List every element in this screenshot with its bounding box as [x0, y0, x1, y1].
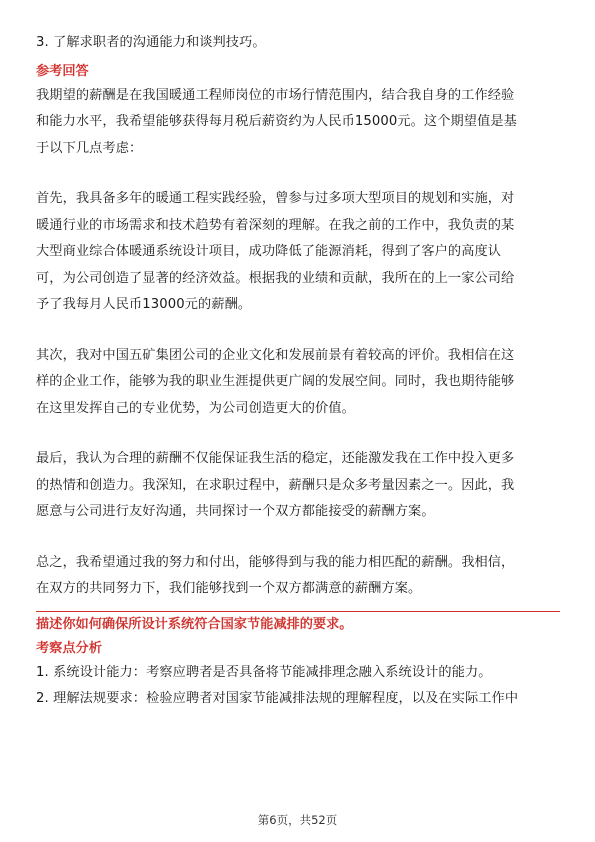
paragraph-line: 首先，我具备多年的暖通工程实践经验，曾参与过多项大型项目的规划和实施，对: [36, 191, 515, 206]
answer-paragraph-4: [36, 446, 560, 526]
paragraph-gap: [36, 162, 560, 186]
paragraph-line: 可，为公司创造了显著的经济效益。根据我的业绩和贡献，我所在的上一家公司给: [36, 270, 515, 286]
paragraph-gap: [36, 526, 560, 550]
answer-paragraph-3: [36, 343, 560, 423]
answer-paragraph-1: [36, 83, 560, 163]
analysis-item: 2. 理解法规要求：检验应聘者对国家节能减排法规的理解程度，以及在实际工作中: [36, 691, 519, 706]
paragraph-gap: [36, 319, 560, 343]
paragraph-line: 在这里发挥自己的专业优势，为公司创造更大的价值。: [36, 400, 355, 416]
paragraph-line: 我期望的薪酬是在我国暖通工程师岗位的市场行情范围内，结合我自身的工作经验: [36, 87, 515, 103]
paragraph-line: 总之，我希望通过我的努力和付出，能够得到与我的能力相匹配的薪酬。我相信，: [36, 554, 515, 570]
paragraph-line: 大型商业综合体暖通系统设计项目，成功降低了能源消耗，得到了客户的高度认: [36, 244, 502, 259]
document-page: [36, 28, 560, 713]
answer-paragraph-5: [36, 550, 560, 603]
page-footer: 第6页，共52页: [257, 813, 338, 827]
answer-heading: 参考回答: [36, 63, 89, 79]
paragraph-gap: [36, 422, 560, 446]
section-gap: [36, 603, 560, 611]
analysis-heading: 考察点分析: [36, 640, 102, 656]
analysis-list: [36, 660, 560, 713]
paragraph-line: 在双方的共同努力下，我们能够找到一个双方都满意的薪酬方案。: [36, 581, 422, 596]
paragraph-line: 愿意与公司进行友好沟通，共同探讨一个双方都能接受的薪酬方案。: [36, 504, 435, 519]
paragraph-line: 的热情和创造力。我深知，在求职过程中，薪酬只是众多考量因素之一。因此，我: [36, 477, 515, 493]
paragraph-line: 和能力水平，我希望能够获得每月税后薪资约为人民币15000元。这个期望值是基: [36, 114, 517, 129]
paragraph-line: 最后，我认为合理的薪酬不仅能保证我生活的稳定，还能激发我在工作中投入更多: [36, 451, 515, 466]
paragraph-line: 样的企业工作，能够为我的职业生涯提供更广阔的发展空间。同时，我也期待能够: [36, 374, 515, 389]
paragraph-line: 其次，我对中国五矿集团公司的企业文化和发展前景有着较高的评价。我相信在这: [36, 347, 515, 363]
paragraph-line: 予了我每月人民币13000元的薪酬。: [36, 297, 252, 312]
paragraph-line: 于以下几点考虑：: [36, 140, 143, 156]
paragraph-line: 暖通行业的市场需求和技术趋势有着深刻的理解。在我之前的工作中，我负责的某: [36, 217, 515, 233]
next-question-heading: 描述你如何确保所设计系统符合国家节能减排的要求。: [36, 616, 353, 632]
intro-list-item: 3. 了解求职者的沟通能力和谈判技巧。: [36, 35, 266, 50]
analysis-item: 1. 系统设计能力：考察应聘者是否具备将节能减排理念融入系统设计的能力。: [36, 664, 492, 680]
answer-paragraph-2: [36, 186, 560, 319]
